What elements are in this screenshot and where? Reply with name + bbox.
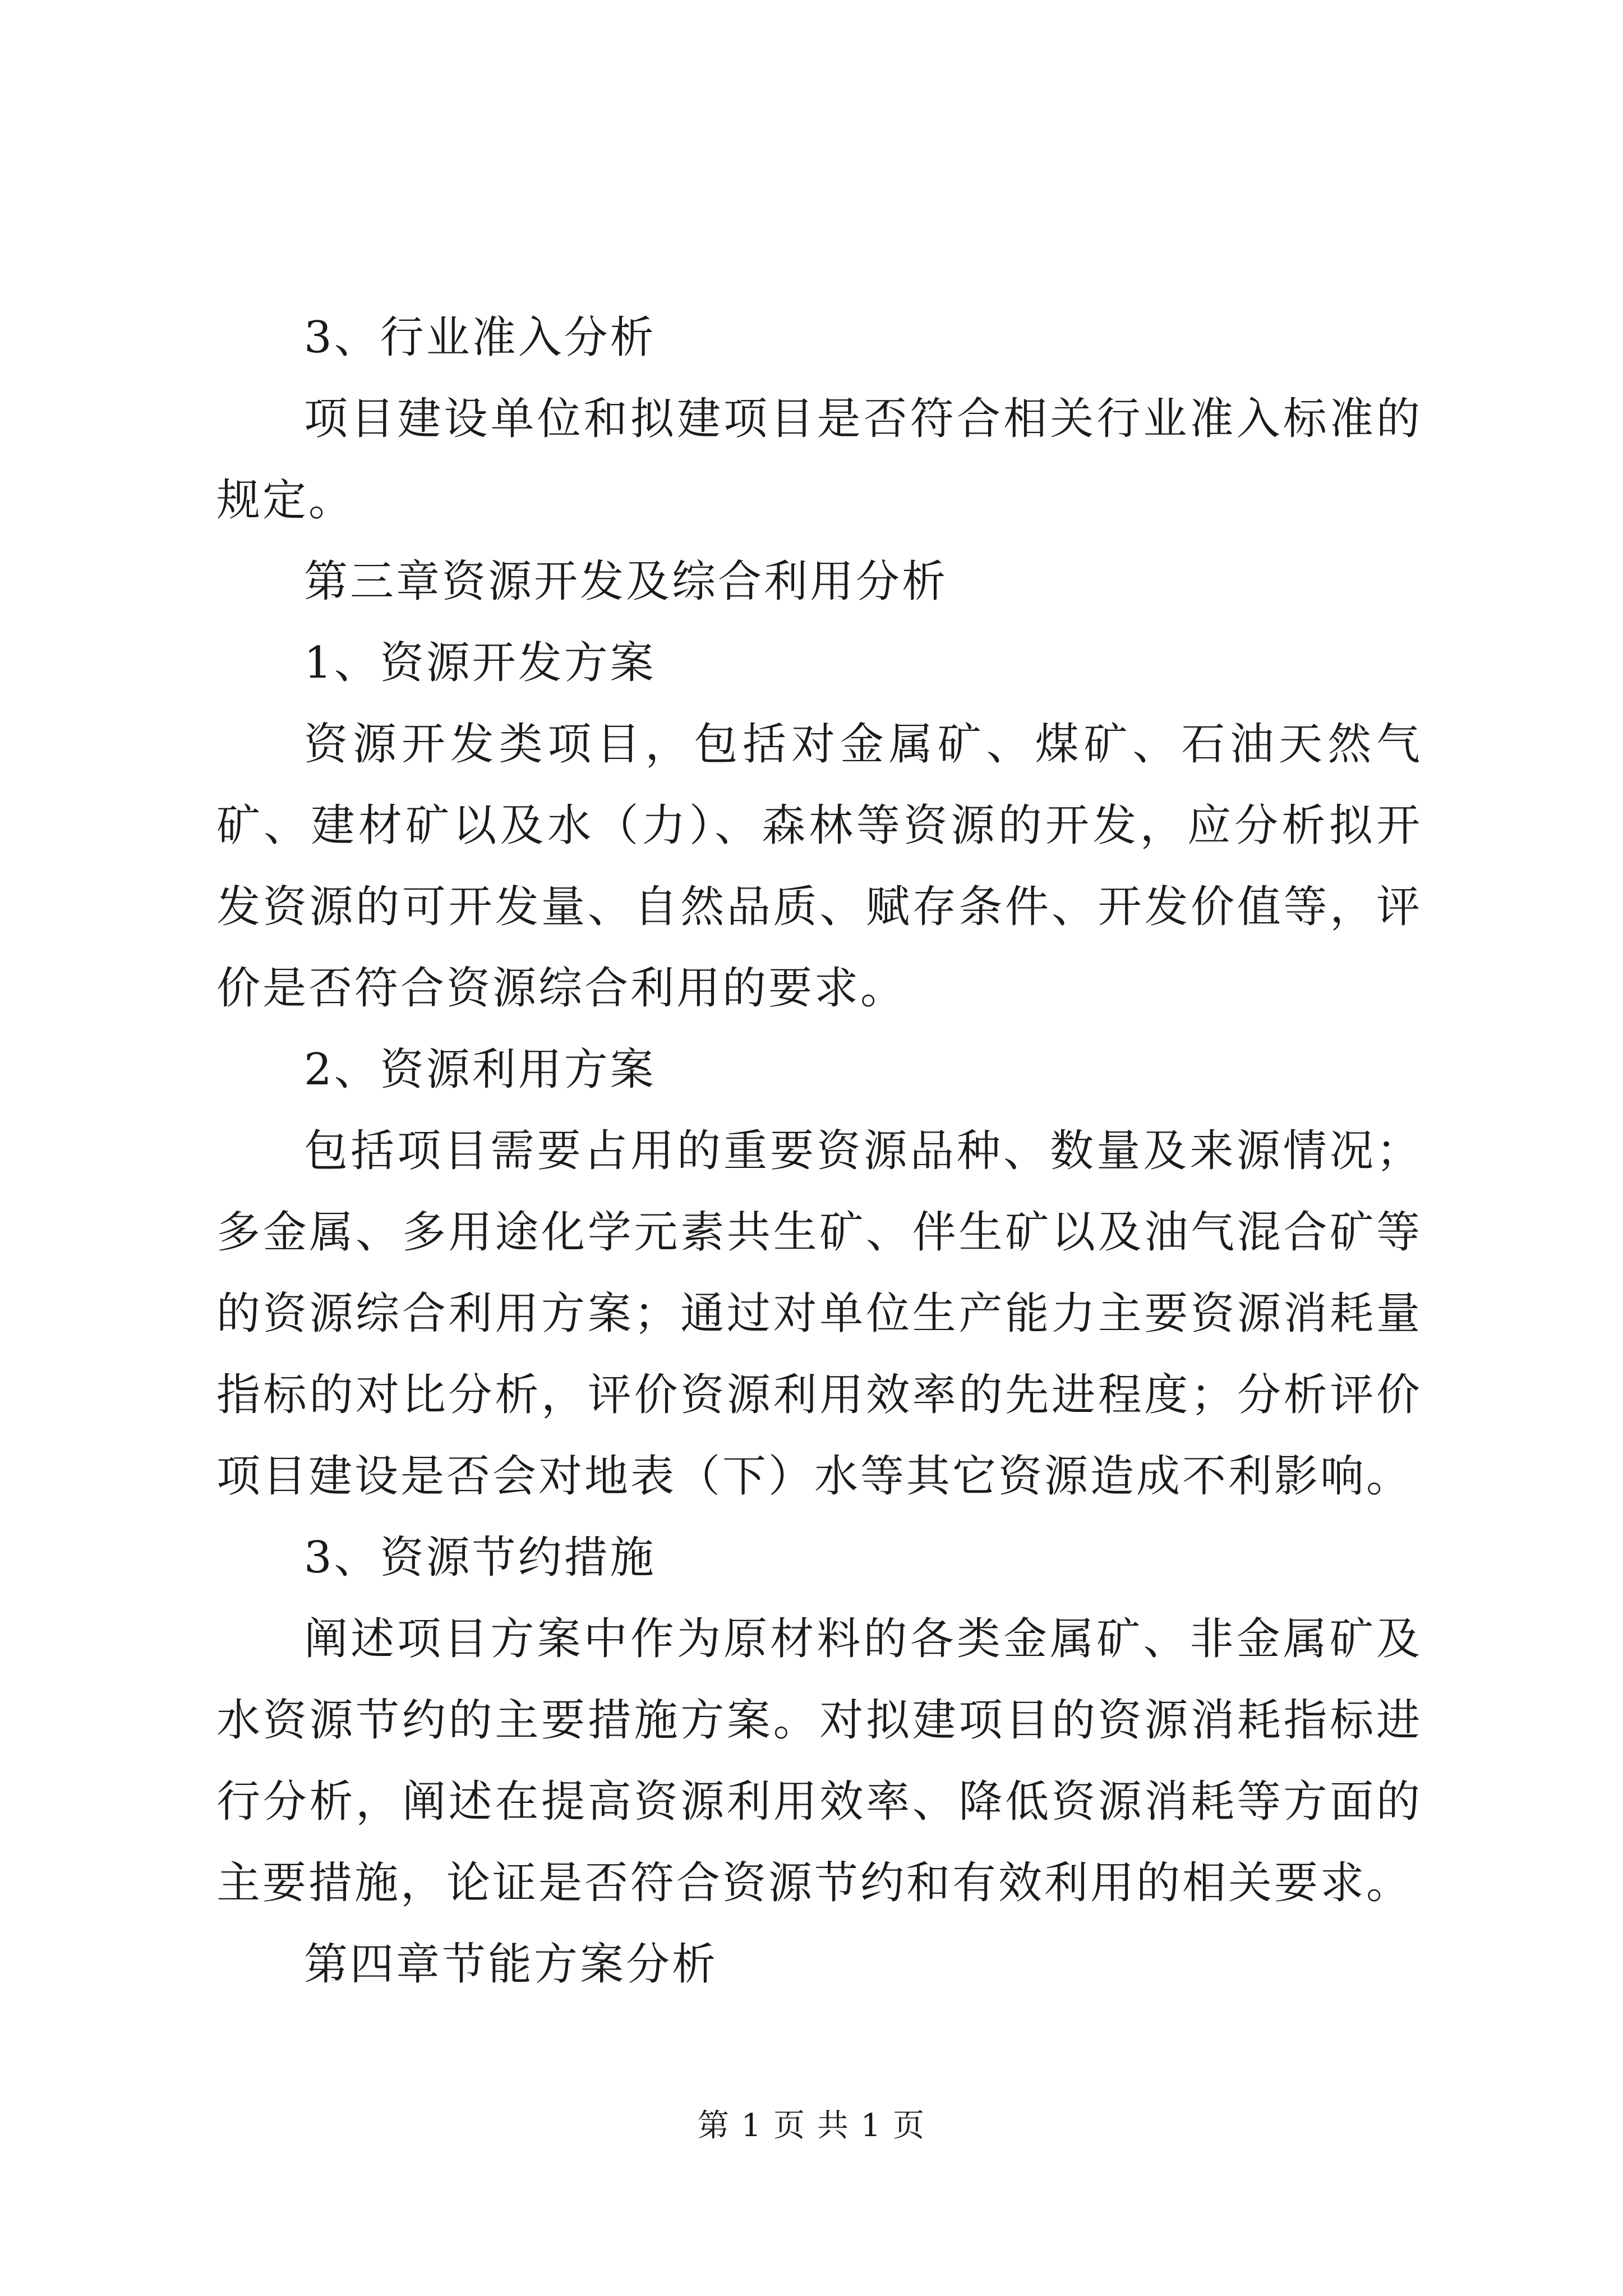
paragraph-resource-development: 资源开发类项目，包括对金属矿、煤矿、石油天然气矿、建材矿以及水（力）、森林等资源的开发，应分析拟开发资源的可开发量、自然品质、赋存条件、开发价值等，评价是否符合资源综合利用的要求。	[216, 719, 1422, 1014]
page-number: 第 1 页 共 1 页	[697, 2108, 926, 2144]
paragraph-industry-access: 项目建设单位和拟建项目是否符合相关行业准入标准的规定。	[216, 394, 1422, 526]
paragraph-resource-saving: 阐述项目方案中作为原材料的各类金属矿、非金属矿及水资源节约的主要措施方案。对拟建项目的资源消耗指标进行分析，阐述在提高资源利用效率、降低资源消耗等方面的主要措施，论证是否符合资源节约和有效利用的相关要求。	[216, 1614, 1422, 1908]
chapter-heading-resource: 第三章资源开发及综合利用分析	[304, 556, 948, 607]
page-footer	[0, 2104, 1623, 2148]
chapter-heading-energy-saving: 第四章节能方案分析	[304, 1939, 718, 1990]
paragraph-resource-utilization: 包括项目需要占用的重要资源品种、数量及来源情况；多金属、多用途化学元素共生矿、伴生矿以及油气混合矿等的资源综合利用方案；通过对单位生产能力主要资源消耗量指标的对比分析，评价资源利用效率的先进程度；分析评价项目建设是否会对地表（下）水等其它资源造成不利影响。	[216, 1126, 1422, 1502]
section-heading-resource-development: 1、资源开发方案	[304, 638, 656, 688]
section-heading-resource-utilization: 2、资源利用方案	[304, 1045, 656, 1095]
section-heading-industry-access: 3、行业准入分析	[304, 312, 656, 363]
section-heading-resource-saving: 3、资源节约措施	[304, 1533, 656, 1583]
document-body	[216, 297, 1422, 2005]
